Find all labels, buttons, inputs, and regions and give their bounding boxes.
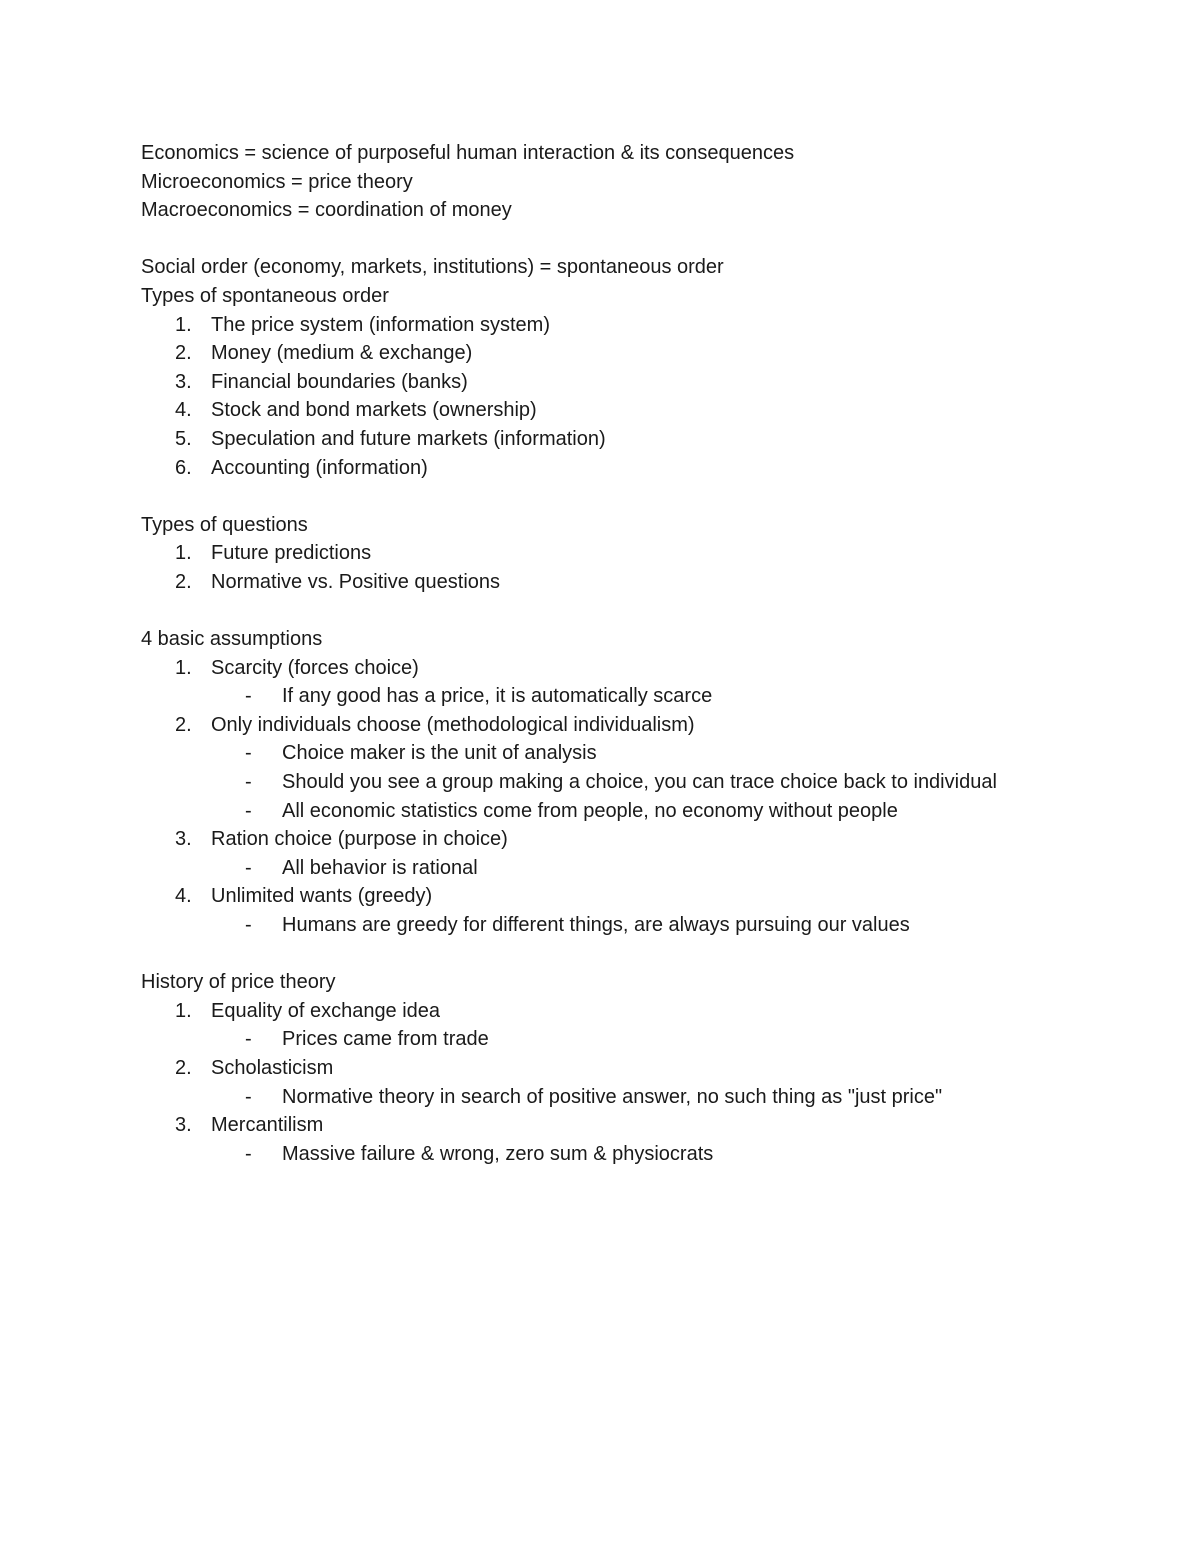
- list-item: [141, 311, 1141, 340]
- list-number: 1.: [175, 542, 192, 565]
- list-item-text: Normative vs. Positive questions: [211, 570, 501, 593]
- list-number: 2.: [175, 342, 192, 365]
- list-item: [141, 425, 1141, 454]
- dash-bullet: -: [245, 1028, 252, 1051]
- sub-bullet-text: Choice maker is the unit of analysis: [282, 742, 597, 765]
- dash-bullet: -: [245, 1085, 252, 1108]
- list-item: [141, 454, 1141, 483]
- list-item-text: Stock and bond markets (ownership): [211, 399, 537, 422]
- list-item: [141, 339, 1141, 368]
- sub-bullet: [141, 682, 1141, 711]
- list-item-text: Money (medium & exchange): [211, 342, 473, 365]
- dash-bullet: -: [245, 685, 252, 708]
- list-item: [141, 882, 1141, 911]
- sub-bullet-text: Prices came from trade: [282, 1028, 489, 1051]
- dash-bullet: -: [245, 914, 252, 937]
- list-item: [141, 654, 1141, 683]
- list-number: 2.: [175, 713, 192, 736]
- sub-bullet: [141, 1083, 1141, 1112]
- list-item-text: Ration choice (purpose in choice): [211, 828, 508, 851]
- sub-bullet-text: Should you see a group making a choice, you can trace choice back to individual: [282, 771, 997, 794]
- sub-bullet-text: All economic statistics come from people, no economy without people: [282, 799, 898, 822]
- intro-line: Macroeconomics = coordination of money: [141, 199, 512, 222]
- list-item: [141, 1111, 1141, 1140]
- list-item-text: Future predictions: [211, 542, 372, 565]
- list-item-text: The price system (information system): [211, 313, 550, 336]
- dash-bullet: -: [245, 771, 252, 794]
- section-heading: 4 basic assumptions: [141, 628, 323, 651]
- dash-bullet: -: [245, 742, 252, 765]
- list-item-text: Financial boundaries (banks): [211, 370, 468, 393]
- intro-line: Economics = science of purposeful human interaction & its consequences: [141, 142, 795, 164]
- list-item-text: Accounting (information): [211, 456, 428, 479]
- list-item: [141, 711, 1141, 740]
- section-heading: Types of questions: [141, 513, 308, 536]
- spacer: [141, 482, 1141, 511]
- list-number: 2.: [175, 570, 192, 593]
- section-heading: Types of spontaneous order: [141, 284, 389, 307]
- list-item: [141, 568, 1141, 597]
- list-number: 1.: [175, 999, 192, 1022]
- list-item-text: Speculation and future markets (information): [211, 427, 606, 450]
- list-item-text: Scarcity (forces choice): [211, 656, 419, 679]
- list-item-text: Equality of exchange idea: [211, 999, 441, 1022]
- dash-bullet: -: [245, 856, 252, 879]
- dash-bullet: -: [245, 1142, 252, 1165]
- sub-bullet-text: All behavior is rational: [282, 856, 478, 879]
- list-item: [141, 997, 1141, 1026]
- list-number: 3.: [175, 1114, 192, 1137]
- sub-bullet: [141, 797, 1141, 826]
- sub-bullet-text: Normative theory in search of positive answer, no such thing as "just price": [282, 1085, 943, 1108]
- social-order-line: Social order (economy, markets, institutions) = spontaneous order: [141, 256, 724, 279]
- dash-bullet: -: [245, 799, 252, 822]
- list-number: 3.: [175, 828, 192, 851]
- sub-bullet: [141, 1140, 1141, 1169]
- sub-bullet-text: Humans are greedy for different things, are always pursuing our values: [282, 914, 910, 937]
- sub-bullet: [141, 854, 1141, 883]
- sub-bullet-text: Massive failure & wrong, zero sum & physiocrats: [282, 1142, 714, 1165]
- list-item-text: Mercantilism: [211, 1114, 324, 1137]
- list-number: 4.: [175, 399, 192, 422]
- list-number: 1.: [175, 313, 192, 336]
- list-item: [141, 539, 1141, 568]
- list-number: 1.: [175, 656, 192, 679]
- section-heading: History of price theory: [141, 971, 336, 994]
- sub-bullet: [141, 739, 1141, 768]
- list-number: 2.: [175, 1057, 192, 1079]
- list-number: 5.: [175, 427, 192, 450]
- list-item: [141, 396, 1141, 425]
- list-number: 6.: [175, 456, 192, 479]
- sub-bullet-text: If any good has a price, it is automatically scarce: [282, 685, 713, 708]
- list-item-text: Scholasticism: [211, 1057, 334, 1079]
- list-item-text: Unlimited wants (greedy): [211, 885, 433, 908]
- list-item: [141, 825, 1141, 854]
- sub-bullet: [141, 1025, 1141, 1054]
- list-number: 4.: [175, 885, 192, 908]
- spacer: [141, 225, 1141, 254]
- list-item: [141, 368, 1141, 397]
- list-number: 3.: [175, 370, 192, 393]
- list-item: [141, 1054, 1141, 1083]
- spacer: [141, 597, 1141, 626]
- document-body: [141, 139, 1141, 1168]
- list-item-text: Only individuals choose (methodological individualism): [211, 713, 695, 736]
- spacer: [141, 940, 1141, 969]
- intro-line: Microeconomics = price theory: [141, 170, 413, 193]
- sub-bullet: [141, 911, 1141, 940]
- sub-bullet: [141, 768, 1141, 797]
